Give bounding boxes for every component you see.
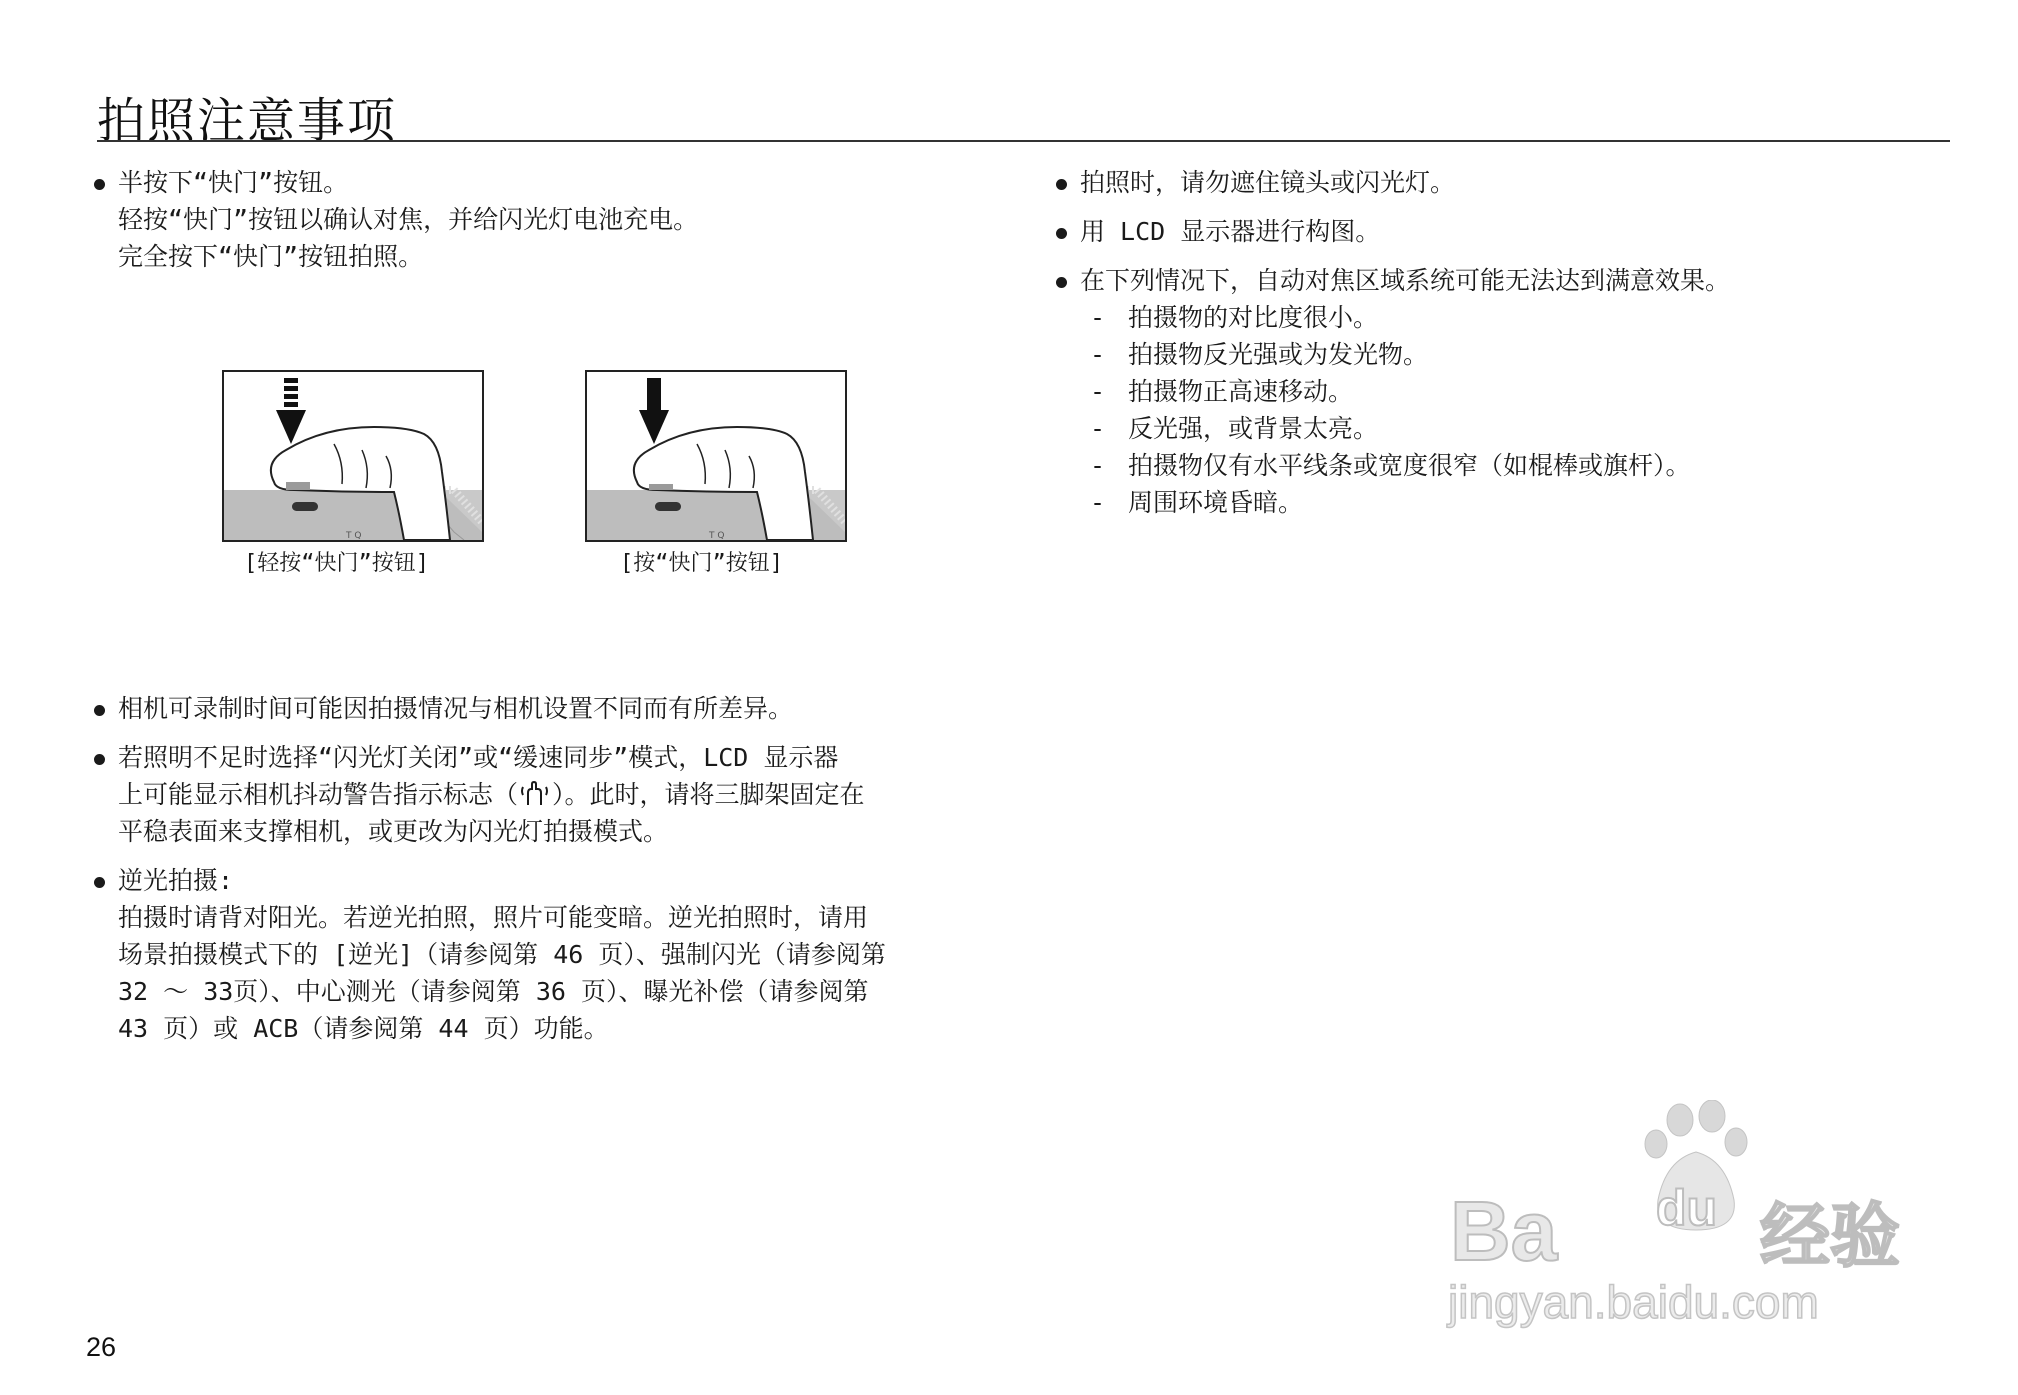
bullet-dot bbox=[94, 179, 105, 190]
af-item bbox=[1080, 336, 1952, 373]
bullet-af bbox=[1052, 262, 1952, 521]
record-time-line: 相机可录制时间可能因拍摄情况与相机设置不同而有所差异。 bbox=[118, 694, 794, 723]
title-divider bbox=[97, 140, 1950, 142]
af-item bbox=[1080, 484, 1952, 521]
shutter-line-1: 半按下“快门”按钮。 bbox=[118, 168, 349, 197]
bullet-dot bbox=[94, 877, 105, 888]
bullet-cover-lens bbox=[1052, 164, 1952, 201]
camera-shake-warning-icon bbox=[520, 779, 550, 809]
af-intro-line: 在下列情况下，自动对焦区域系统可能无法达到满意效果。 bbox=[1080, 266, 1731, 295]
af-item bbox=[1080, 447, 1952, 484]
left-column bbox=[90, 164, 990, 275]
bullet-shutter bbox=[90, 164, 990, 275]
af-item-text: 拍摄物仅有水平线条或宽度很窄（如棍棒或旗杆）。 bbox=[1128, 451, 1691, 480]
bullet-low-light bbox=[90, 739, 990, 850]
af-item bbox=[1080, 299, 1952, 336]
right-column bbox=[1052, 164, 1952, 521]
figure-half-press-caption: [轻按“快门”按钮] bbox=[244, 551, 429, 576]
watermark-brand-du: du bbox=[1656, 1180, 1718, 1236]
half-press-illustration bbox=[224, 372, 482, 540]
lcd-line: 用 LCD 显示器进行构图。 bbox=[1080, 217, 1381, 246]
bullet-dot bbox=[1056, 228, 1067, 239]
backlight-line-4: 43 页）或 ACB（请参阅第 44 页）功能。 bbox=[118, 1014, 609, 1043]
bullet-lcd bbox=[1052, 213, 1952, 250]
af-item bbox=[1080, 410, 1952, 447]
low-light-line-2 bbox=[118, 776, 990, 813]
bullet-dot bbox=[94, 705, 105, 716]
watermark-brand-ba: Ba bbox=[1450, 1184, 1558, 1278]
low-light-line-2b: ）。此时，请将三脚架固定在 bbox=[552, 780, 865, 809]
figure-full-press bbox=[585, 370, 847, 542]
cover-lens-line: 拍照时，请勿遮住镜头或闪光灯。 bbox=[1080, 168, 1456, 197]
backlight-line-2: 场景拍摄模式下的 [逆光]（请参阅第 46 页）、强制闪光（请参阅第 bbox=[118, 940, 886, 969]
dash-mark: - bbox=[1090, 414, 1106, 443]
svg-text:T Q: T Q bbox=[346, 531, 362, 540]
bullet-backlight bbox=[90, 862, 990, 1047]
dash-mark: - bbox=[1090, 488, 1106, 517]
af-item bbox=[1080, 373, 1952, 410]
shutter-line-3: 完全按下“快门”按钮拍照。 bbox=[118, 242, 424, 271]
backlight-line-3: 32 ～ 33页）、中心测光（请参阅第 36 页）、曝光补偿（请参阅第 bbox=[118, 977, 869, 1006]
bullet-record-time bbox=[90, 690, 990, 727]
page-number: 26 bbox=[86, 1332, 117, 1362]
dash-mark: - bbox=[1090, 451, 1106, 480]
left-column-lower bbox=[90, 690, 990, 1047]
baidu-jingyan-watermark bbox=[1440, 1100, 1940, 1330]
low-light-line-2a: 上可能显示相机抖动警告指示标志（ bbox=[118, 780, 519, 809]
af-item-text: 拍摄物反光强或为发光物。 bbox=[1128, 340, 1429, 369]
af-item-text: 周围环境昏暗。 bbox=[1128, 488, 1304, 517]
bullet-dot bbox=[1056, 179, 1067, 190]
full-press-illustration bbox=[587, 372, 845, 540]
dash-mark: - bbox=[1090, 377, 1106, 406]
shutter-line-2: 轻按“快门”按钮以确认对焦，并给闪光灯电池充电。 bbox=[118, 205, 699, 234]
bullet-dot bbox=[1056, 277, 1067, 288]
watermark-url: jingyan.baidu.com bbox=[1448, 1276, 1819, 1328]
page-title: 拍照注意事项 bbox=[97, 93, 398, 149]
dash-mark: - bbox=[1090, 340, 1106, 369]
svg-text:T Q: T Q bbox=[709, 531, 725, 540]
af-item-text: 拍摄物正高速移动。 bbox=[1128, 377, 1354, 406]
low-light-line-3: 平稳表面来支撑相机，或更改为闪光灯拍摄模式。 bbox=[118, 817, 669, 846]
backlight-line-1: 拍摄时请背对阳光。若逆光拍照，照片可能变暗。逆光拍照时，请用 bbox=[118, 903, 869, 932]
dash-mark: - bbox=[1090, 303, 1106, 332]
bullet-dot bbox=[94, 754, 105, 765]
low-light-line-1: 若照明不足时选择“闪光灯关闭”或“缓速同步”模式，LCD 显示器 bbox=[118, 743, 839, 772]
af-item-text: 拍摄物的对比度很小。 bbox=[1128, 303, 1379, 332]
watermark-brand-cn: 经验 bbox=[1760, 1195, 1900, 1277]
figure-half-press bbox=[222, 370, 484, 542]
af-item-text: 反光强，或背景太亮。 bbox=[1128, 414, 1379, 443]
figure-full-press-caption: [按“快门”按钮] bbox=[620, 551, 783, 576]
backlight-heading: 逆光拍摄: bbox=[118, 866, 234, 895]
